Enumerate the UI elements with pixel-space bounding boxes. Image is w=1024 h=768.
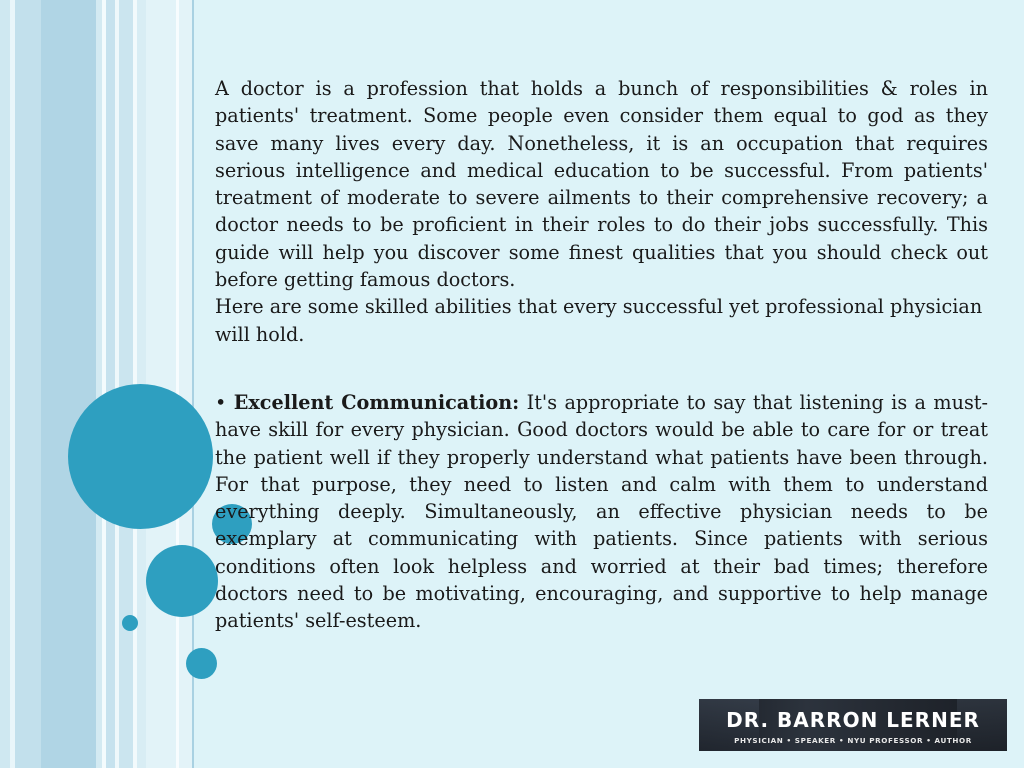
logo-tagline: PHYSICIAN • SPEAKER • NYU PROFESSOR • AUTHOR [734,736,972,745]
decorative-circle-large [68,384,213,529]
brand-logo [699,699,1007,751]
logo-name: DR. BARRON LERNER [726,708,980,732]
intro-paragraph-2: Here are some skilled abilities that every successful yet professional physician will hold. [215,295,983,346]
decorative-circle-small [186,648,217,679]
bullet-label: Excellent Communication: [233,390,520,414]
decorative-circle-medium [146,545,218,617]
left-stripe-decoration [0,0,196,768]
slide-content [215,75,988,635]
bullet-point-communication [215,389,988,635]
decorative-circle-tiny [122,615,138,631]
bullet-text: It's appropriate to say that listening is a must-have skill for every physician. Good doctors would be able to care for or treat the patient well if they properly understand what patients have been through. For that purpose, they need to listen and calm with them to understand everything deeply. Simultaneously, an effective physician needs to be exemplary at communicating with patients. Since patients with serious conditions often look helpless and worried at their bad times; therefore doctors need to be motivating, encouraging, and supportive to help manage patients' self-esteem. [215,390,988,633]
intro-paragraph: A doctor is a profession that holds a bunch of responsibilities & roles in patients' treatment. Some people even consider them equal to god as they save many lives every day. Nonetheless, it is an occupation that requires serious intelligence and medical education to be successful. From patients' treatment of moderate to severe ailments to their comprehensive recovery; a doctor needs to be proficient in their roles to do their jobs successfully. This guide will help you discover some finest qualities that you should check out before getting famous doctors. [215,77,988,292]
bullet-symbol: • [215,390,227,414]
